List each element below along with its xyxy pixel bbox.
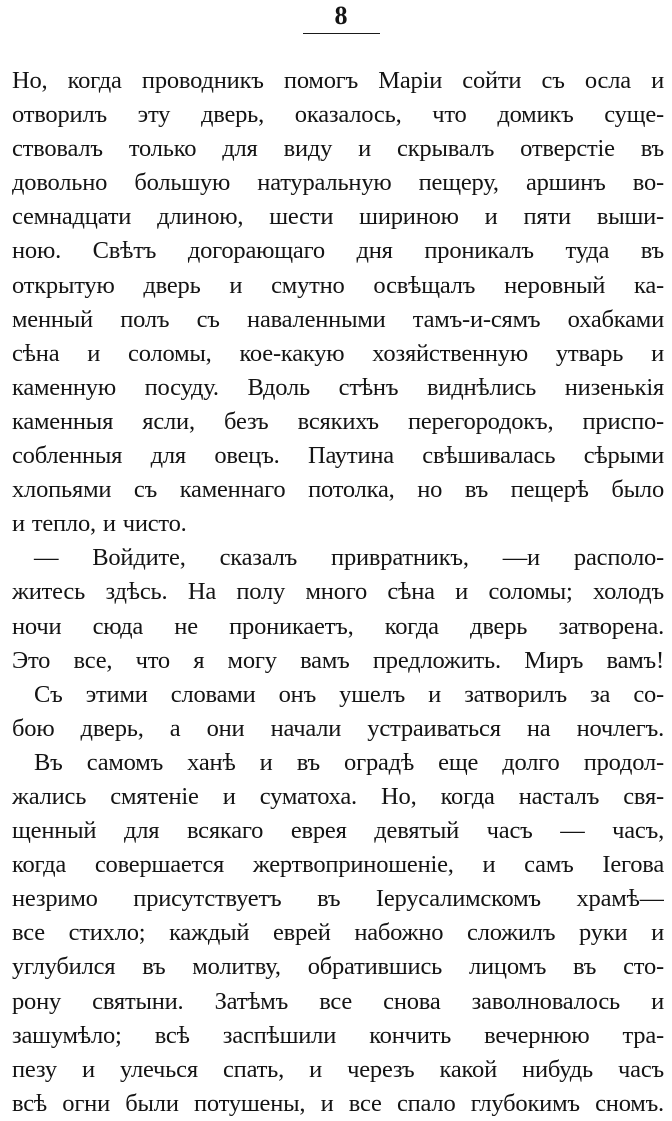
text-line: Въ самомъ ханѣ и въ оградѣ еще долго продол- bbox=[34, 748, 664, 776]
text-line: хлопьями съ каменнаго потолка, но въ пещерѣ было bbox=[12, 476, 664, 504]
text-line: углубился въ молитву, обратившись лицомъ въ сто- bbox=[12, 953, 664, 981]
text-line: бою дверь, а они начали устраиваться на ночлегъ. bbox=[12, 714, 664, 742]
page-header bbox=[0, 2, 672, 34]
text-line: все стихло; каждый еврей набожно сложилъ руки и bbox=[12, 919, 664, 947]
text-line: и тепло, и чисто. bbox=[12, 510, 187, 538]
text-line: незримо присутствуетъ въ Іерусалимскомъ храмѣ— bbox=[12, 885, 664, 913]
text-line: рону святыни. Затѣмъ все снова заволновалось и bbox=[12, 987, 664, 1015]
text-line: каменную посуду. Вдоль стѣнъ виднѣлись низенькія bbox=[12, 373, 664, 401]
text-line: ствовалъ только для виду и скрывалъ отверстіе въ bbox=[12, 135, 664, 163]
text-line: зашумѣло; всѣ заспѣшили кончить вечернюю тра- bbox=[12, 1021, 664, 1049]
text-line: пезу и улечься спать, и черезъ какой нибудь часъ bbox=[12, 1055, 664, 1083]
text-line: когда совершается жертвоприношеніе, и самъ Іегова bbox=[12, 851, 664, 879]
text-line: Это все, что я могу вамъ предложить. Миръ вамъ! bbox=[12, 646, 664, 674]
body-text bbox=[12, 64, 664, 1121]
text-line: ною. Свѣтъ догорающаго дня проникалъ туда въ bbox=[12, 237, 664, 265]
text-line: всѣ огни были потушены, и все спало глубокимъ сномъ. bbox=[12, 1089, 664, 1117]
text-line: довольно большую натуральную пещеру, аршинъ во- bbox=[12, 169, 664, 197]
text-line: ночи сюда не проникаетъ, когда дверь затворена. bbox=[12, 612, 664, 640]
text-line: — Войдите, сказалъ привратникъ, —и располо- bbox=[34, 544, 664, 572]
text-line: сѣна и соломы, кое-какую хозяйственную утварь и bbox=[12, 339, 664, 367]
text-line: Съ этими словами онъ ушелъ и затворилъ за со- bbox=[34, 680, 664, 708]
text-line: семнадцати длиною, шести шириною и пяти выши- bbox=[12, 203, 664, 231]
text-line: открытую дверь и смутно освѣщалъ неровный ка- bbox=[12, 271, 664, 299]
page-number: 8 bbox=[303, 2, 380, 34]
text-line: каменныя ясли, безъ всякихъ перегородокъ, приспо- bbox=[12, 407, 664, 435]
text-line: житесь здѣсь. На полу много сѣна и соломы; холодъ bbox=[12, 578, 664, 606]
text-line: щенный для всякаго еврея девятый часъ — часъ, bbox=[12, 817, 664, 845]
text-line: менный полъ съ наваленными тамъ-и-сямъ охабками bbox=[12, 305, 664, 333]
text-line: Но, когда проводникъ помогъ Маріи сойти съ осла и bbox=[12, 67, 664, 94]
text-line: жались смятеніе и суматоха. Но, когда насталъ свя- bbox=[12, 782, 664, 810]
text-line: собленныя для овецъ. Паутина свѣшивалась сѣрыми bbox=[12, 442, 664, 470]
text-line: отворилъ эту дверь, оказалось, что домикъ суще- bbox=[12, 101, 664, 129]
